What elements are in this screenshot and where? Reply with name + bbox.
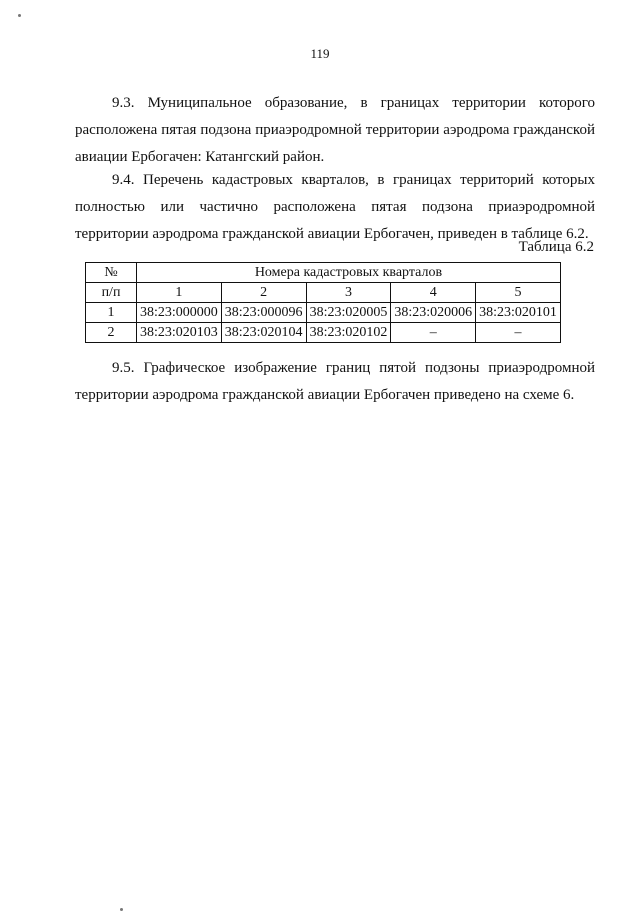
paragraph-9-5-text: 9.5. Графическое изображение границ пятой подзоны приаэродромной территории аэродрома гражданской авиации Ербогачен приведено на схеме 6. [75,360,595,403]
table-cell: 38:23:020104 [221,323,306,343]
row-number-cell: 1 [86,303,137,323]
table-cell: 38:23:020102 [306,323,391,343]
table-caption: Таблица 6.2 [518,239,594,255]
paragraph-9-4-text: 9.4. Перечень кадастровых кварталов, в границах территорий которых полностью или частично расположена пятая подзона приаэродромной территории аэродрома гражданской авиации Ербогачен, приведен в таблице 6.2. [75,172,595,242]
column-header-1: 1 [137,283,222,303]
table-cell: 38:23:020005 [306,303,391,323]
scan-speck [18,14,21,17]
column-header-4: 4 [391,283,476,303]
row-number-cell: 2 [86,323,137,343]
table-cell: – [476,323,561,343]
table-cell: 38:23:000096 [221,303,306,323]
paragraph-9-3-text: 9.3. Муниципальное образование, в границах территории которого расположена пятая подзона приаэродромной территории аэродрома гражданской авиации Ербогачен: Катангский район. [75,95,595,165]
header-number-cell: № [86,263,137,283]
table-row [86,303,561,323]
paragraph-9-3 [75,90,595,171]
paragraph-9-4 [75,167,595,248]
cadastral-quarters-table [85,262,561,343]
header-group-cell: Номера кадастровых кварталов [137,263,561,283]
table-cell: 38:23:020006 [391,303,476,323]
table-cell: – [391,323,476,343]
table-subheader-row [86,283,561,303]
header-pp-cell: п/п [86,283,137,303]
table-row [86,323,561,343]
table-header-row [86,263,561,283]
table-cell: 38:23:020103 [137,323,222,343]
column-header-5: 5 [476,283,561,303]
paragraph-9-5 [75,355,595,409]
scan-speck [120,908,123,911]
table-cell: 38:23:020101 [476,303,561,323]
table-cell: 38:23:000000 [137,303,222,323]
column-header-2: 2 [221,283,306,303]
page-number: 119 [310,46,330,61]
column-header-3: 3 [306,283,391,303]
